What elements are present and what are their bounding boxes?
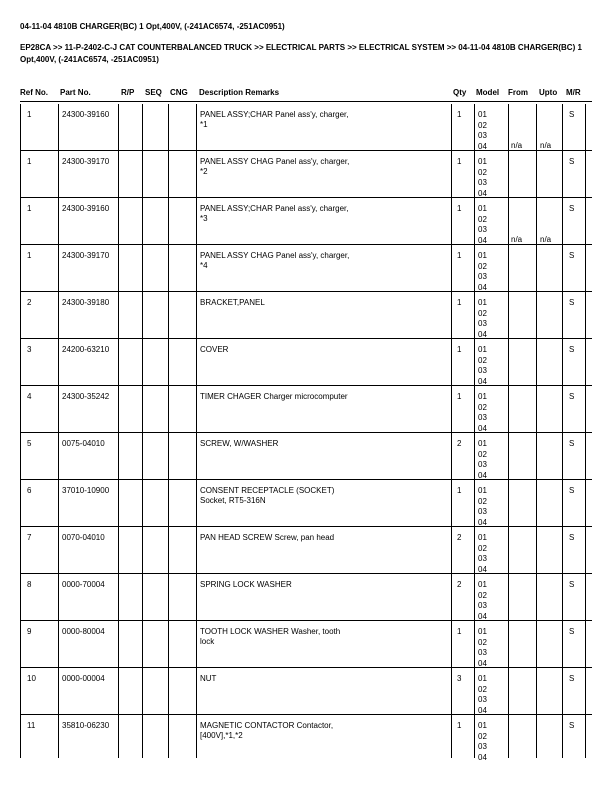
- model-list: 01 02 03 04: [478, 251, 487, 292]
- model-list: 01 02 03 04: [478, 392, 487, 433]
- mr-cell: S: [569, 580, 575, 589]
- mr-cell: S: [569, 345, 575, 354]
- part-number: 0000-80004: [62, 627, 105, 636]
- qty-cell: 1: [457, 204, 462, 213]
- table-row: [20, 480, 592, 527]
- page-title: 04-11-04 4810B CHARGER(BC) 1 Opt,400V, (-241AC6574, -251AC0951): [20, 22, 285, 31]
- table-row: [20, 198, 592, 245]
- model-list: 01 02 03 04: [478, 345, 487, 386]
- ref-cell: 1: [27, 204, 32, 213]
- mr-cell: S: [569, 627, 575, 636]
- qty-cell: 1: [457, 627, 462, 636]
- mr-cell: S: [569, 439, 575, 448]
- part-number: 0000-00004: [62, 674, 105, 683]
- header-ref: Ref No.: [20, 88, 48, 97]
- header-part: Part No.: [60, 88, 91, 97]
- table-row: [20, 668, 592, 715]
- upto-cell: n/a: [540, 141, 552, 150]
- model-list: 01 02 03 04: [478, 204, 487, 245]
- part-number: 24300-39170: [62, 251, 110, 260]
- mr-cell: S: [569, 204, 575, 213]
- table-row: [20, 527, 592, 574]
- model-list: 01 02 03 04: [478, 674, 487, 715]
- qty-cell: 2: [457, 580, 462, 589]
- header-rp: R/P: [121, 88, 135, 97]
- mr-cell: S: [569, 674, 575, 683]
- model-list: 01 02 03 04: [478, 721, 487, 762]
- part-number: 35810-06230: [62, 721, 110, 730]
- description: COVER: [200, 345, 229, 354]
- qty-cell: 1: [457, 298, 462, 307]
- description: TIMER CHAGER Charger microcomputer: [200, 392, 348, 401]
- table-row: [20, 715, 592, 762]
- part-number: 0000-70004: [62, 580, 105, 589]
- part-number: 37010-10900: [62, 486, 110, 495]
- header-model: Model: [476, 88, 500, 97]
- model-list: 01 02 03 04: [478, 533, 487, 574]
- table-row: [20, 292, 592, 339]
- description: PANEL ASSY;CHAR Panel ass'y, charger, *1: [200, 110, 349, 129]
- ref-cell: 1: [27, 157, 32, 166]
- part-number: 0075-04010: [62, 439, 105, 448]
- description: PAN HEAD SCREW Screw, pan head: [200, 533, 335, 542]
- table-row: [20, 104, 592, 151]
- ref-cell: 11: [27, 721, 36, 730]
- ref-cell: 3: [27, 345, 32, 354]
- description: BRACKET,PANEL: [200, 298, 265, 307]
- qty-cell: 2: [457, 533, 462, 542]
- mr-cell: S: [569, 533, 575, 542]
- model-list: 01 02 03 04: [478, 157, 487, 198]
- table-row: [20, 621, 592, 668]
- ref-cell: 10: [27, 674, 36, 683]
- ref-cell: 4: [27, 392, 32, 401]
- qty-cell: 3: [457, 674, 462, 683]
- part-number: 24300-39160: [62, 204, 110, 213]
- table-row: [20, 574, 592, 621]
- mr-cell: S: [569, 392, 575, 401]
- ref-cell: 2: [27, 298, 32, 307]
- breadcrumb: EP28CA >> 11-P-2402-C-J CAT COUNTERBALANCED TRUCK >> ELECTRICAL PARTS >> ELECTRICAL SYSTEM >> 04-11-04 4810B CHARGER(BC) 1 Opt,400V, (-241AC6574, -251AC0951): [20, 43, 582, 64]
- model-list: 01 02 03 04: [478, 486, 487, 527]
- header-qty: Qty: [453, 88, 467, 97]
- ref-cell: 6: [27, 486, 32, 495]
- from-cell: n/a: [511, 141, 523, 150]
- qty-cell: 1: [457, 345, 462, 354]
- qty-cell: 1: [457, 251, 462, 260]
- description: NUT: [200, 674, 217, 683]
- header-upto: Upto: [539, 88, 558, 97]
- part-number: 24300-39180: [62, 298, 110, 307]
- mr-cell: S: [569, 486, 575, 495]
- qty-cell: 1: [457, 157, 462, 166]
- mr-cell: S: [569, 721, 575, 730]
- model-list: 01 02 03 04: [478, 298, 487, 339]
- model-list: 01 02 03 04: [478, 580, 487, 621]
- part-number: 24200-63210: [62, 345, 110, 354]
- table-row: [20, 386, 592, 433]
- table-row: [20, 433, 592, 480]
- header-rule: [20, 101, 592, 102]
- description: CONSENT RECEPTACLE (SOCKET) Socket, RT5-316N: [200, 486, 335, 505]
- mr-cell: S: [569, 110, 575, 119]
- header-mr: M/R: [566, 88, 581, 97]
- header-from: From: [508, 88, 528, 97]
- mr-cell: S: [569, 251, 575, 260]
- qty-cell: 1: [457, 721, 462, 730]
- header-desc: Description Remarks: [199, 88, 280, 97]
- ref-cell: 8: [27, 580, 32, 589]
- description: PANEL ASSY CHAG Panel ass'y, charger, *2: [200, 157, 350, 176]
- description: SCREW, W/WASHER: [200, 439, 279, 448]
- part-number: 24300-35242: [62, 392, 110, 401]
- qty-cell: 1: [457, 392, 462, 401]
- part-number: 24300-39160: [62, 110, 110, 119]
- mr-cell: S: [569, 298, 575, 307]
- qty-cell: 1: [457, 486, 462, 495]
- model-list: 01 02 03 04: [478, 627, 487, 668]
- table-row: [20, 339, 592, 386]
- mr-cell: S: [569, 157, 575, 166]
- ref-cell: 7: [27, 533, 32, 542]
- model-list: 01 02 03 04: [478, 110, 487, 151]
- ref-cell: 1: [27, 110, 32, 119]
- header-seq: SEQ: [145, 88, 162, 97]
- model-list: 01 02 03 04: [478, 439, 487, 480]
- description: PANEL ASSY CHAG Panel ass'y, charger, *4: [200, 251, 350, 270]
- table-row: [20, 151, 592, 198]
- table-row: [20, 245, 592, 292]
- from-cell: n/a: [511, 235, 523, 244]
- ref-cell: 9: [27, 627, 32, 636]
- description: SPRING LOCK WASHER: [200, 580, 292, 589]
- description: MAGNETIC CONTACTOR Contactor, [400V],*1,*2: [200, 721, 334, 740]
- ref-cell: 5: [27, 439, 32, 448]
- description: PANEL ASSY;CHAR Panel ass'y, charger, *3: [200, 204, 349, 223]
- part-number: 0070-04010: [62, 533, 105, 542]
- upto-cell: n/a: [540, 235, 552, 244]
- header-cng: CNG: [170, 88, 188, 97]
- part-number: 24300-39170: [62, 157, 110, 166]
- qty-cell: 2: [457, 439, 462, 448]
- ref-cell: 1: [27, 251, 32, 260]
- description: TOOTH LOCK WASHER Washer, tooth lock: [200, 627, 341, 646]
- qty-cell: 1: [457, 110, 462, 119]
